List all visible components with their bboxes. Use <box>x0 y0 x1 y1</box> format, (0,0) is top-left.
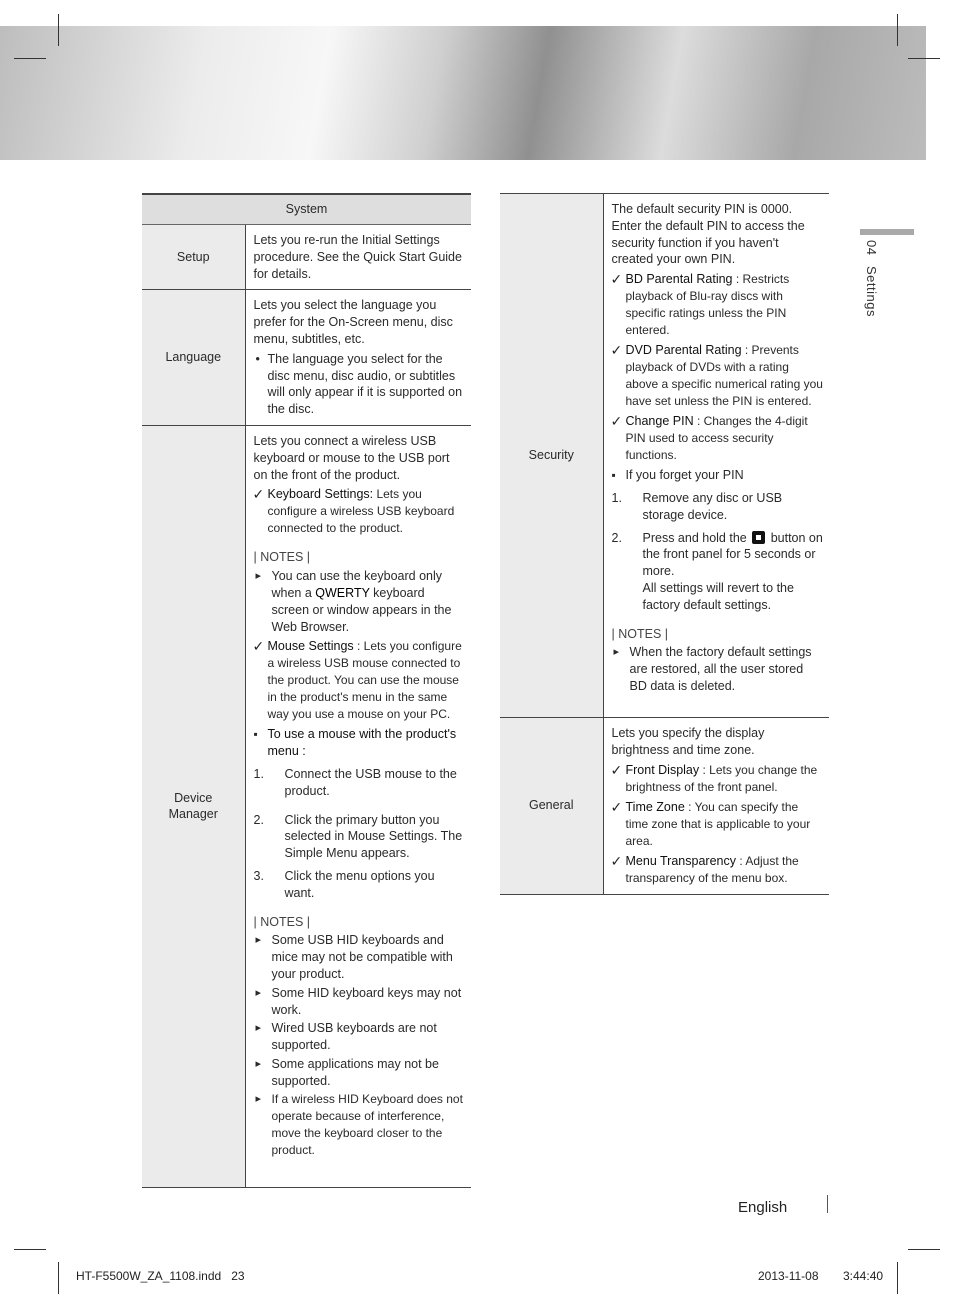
forget-pin: ▪ If you forget your PIN <box>612 467 824 484</box>
mouse-settings-item <box>254 638 466 723</box>
row-desc-language <box>245 290 471 426</box>
security-general-table <box>500 193 829 895</box>
menu-transparency-desc: : Adjust the transparency of the menu box. <box>625 853 799 885</box>
footer-date: 2013-11-08 <box>758 1269 819 1283</box>
language-desc: Lets you select the language you prefer for the On-Screen menu, disc menu, subtitles, etc. <box>253 298 453 346</box>
step-text: Connect the USB mouse to the product. <box>284 766 457 798</box>
time-zone-item <box>612 799 824 850</box>
mouse-steps <box>254 766 466 902</box>
step-text: Click the primary button you selected in Mouse Settings. The Simple Menu appears. <box>284 812 463 861</box>
list-item: ▸ When the factory default settings are restored, all the user stored BD data is deleted. <box>612 644 824 694</box>
list-item <box>254 766 466 800</box>
mouse-menu-title-text: To use a mouse with the product's menu : <box>267 727 457 759</box>
step-number: 2. <box>253 812 264 827</box>
setup-desc: Lets you re-run the Initial Settings procedure. See the Quick Start Guide for details. <box>253 233 462 281</box>
list-item: ▸ Some applications may not be supported. <box>254 1056 466 1090</box>
step-text: Remove any disc or USB storage device. <box>642 490 783 522</box>
keyboard-settings-item <box>254 486 466 537</box>
step-number: 3. <box>253 868 264 883</box>
bd-parental-title: BD Parental Rating <box>625 272 733 287</box>
row-label-language: Language <box>142 290 245 426</box>
chapter-label <box>864 240 879 323</box>
list-item: ▸ Some USB HID keyboards and mice may not be compatible with your product. <box>254 932 466 982</box>
mouse-settings-title: Mouse Settings <box>267 639 354 654</box>
note-qwerty <box>254 568 466 635</box>
crop-mark <box>58 14 59 46</box>
row-label-general: General <box>500 718 603 895</box>
row-desc-setup <box>245 225 471 290</box>
notes-label: | NOTES | <box>611 626 669 641</box>
list-item <box>254 812 466 862</box>
mouse-menu-title <box>254 726 466 760</box>
page-language: English <box>738 1199 788 1216</box>
step-text: All settings will revert to the factory default settings. <box>642 580 794 612</box>
change-pin-item <box>612 413 824 464</box>
footer-file: HT-F5500W_ZA_1108.indd 23 <box>76 1269 245 1283</box>
header-banner <box>0 26 926 160</box>
step-number: 1. <box>253 766 264 781</box>
note-qwerty-pre: You can use the keyboard only when a <box>271 569 442 600</box>
list-item <box>254 868 466 902</box>
table-header: System <box>142 194 471 225</box>
step-text: Press and hold the <box>642 530 751 545</box>
chapter-title: Settings <box>864 265 879 317</box>
note-qwerty-bold: QWERTY <box>315 585 370 600</box>
dvd-parental-item <box>612 342 824 410</box>
crop-mark <box>908 1249 940 1250</box>
page-divider <box>827 1195 828 1213</box>
list-item: ▸ If a wireless HID Keyboard does not operate because of interference, move the keyboard closer to the product. <box>254 1091 466 1159</box>
note-qwerty-post: keyboard screen or window appears in the Web Browser. <box>271 585 452 634</box>
list-item: ▸ Some HID keyboard keys may not work. <box>254 985 466 1019</box>
row-desc-general <box>603 718 829 895</box>
list-item: ▸ Wired USB keyboards are not supported. <box>254 1020 466 1054</box>
front-display-item <box>612 762 824 796</box>
system-table <box>142 193 471 1188</box>
bd-parental-desc: : Restricts playback of Blu-ray discs with specific ratings unless the PIN entered. <box>625 272 790 338</box>
device-intro: Lets you connect a wireless USB keyboard or mouse to the USB port on the front of the product. <box>253 433 450 482</box>
dvd-parental-title: DVD Parental Rating <box>625 343 742 358</box>
crop-mark <box>897 1262 898 1294</box>
crop-mark <box>14 58 46 59</box>
stop-button-icon <box>752 531 765 544</box>
crop-mark <box>897 14 898 46</box>
notes-label: | NOTES | <box>253 914 311 929</box>
crop-mark <box>14 1249 46 1250</box>
footer-time: 3:44:40 <box>843 1269 884 1283</box>
front-display-title: Front Display <box>625 762 700 777</box>
list-item <box>612 530 824 614</box>
bd-parental-item <box>612 271 824 339</box>
language-bullet: • The language you select for the disc menu, disc audio, or subtitles will only appear if it is supported on the disc. <box>254 351 466 418</box>
step-text: Click the menu options you want. <box>284 868 435 900</box>
row-label-device-manager <box>142 425 245 1187</box>
row-desc-device-manager <box>245 425 471 1187</box>
chapter-number: 04 <box>864 240 879 256</box>
chapter-tab <box>860 229 914 235</box>
step-number: 1. <box>611 490 622 505</box>
menu-transparency-item <box>612 853 824 887</box>
step-number: 2. <box>611 530 622 545</box>
time-zone-title: Time Zone <box>625 799 685 814</box>
menu-transparency-title: Menu Transparency <box>625 853 736 868</box>
row-label-setup: Setup <box>142 225 245 290</box>
general-intro: Lets you specify the display brightness and time zone. <box>611 726 765 757</box>
keyboard-settings-title: Keyboard Settings: <box>267 487 374 502</box>
row-desc-security <box>603 194 829 718</box>
crop-mark <box>908 58 940 59</box>
keyboard-settings-desc: Lets you configure a wireless USB keyboard connected to the product. <box>267 487 455 536</box>
row-label-security: Security <box>500 194 603 718</box>
security-intro: The default security PIN is 0000. Enter the default PIN to access the security function if you haven't created your own PIN. <box>611 202 805 267</box>
time-zone-desc: : You can specify the time zone that is applicable to your area. <box>625 799 811 848</box>
dvd-parental-desc: : Prevents playback of DVDs with a rating above a specific numerical rating you have set unless the PIN is entered. <box>625 343 823 409</box>
device-manager-label: Device Manager <box>168 790 218 822</box>
change-pin-desc: : Changes the 4-digit PIN used to access security functions. <box>625 414 808 463</box>
front-display-desc: : Lets you change the brightness of the front panel. <box>625 762 818 794</box>
change-pin-title: Change PIN <box>625 414 694 429</box>
list-item <box>612 490 824 524</box>
step-text: button on the front panel for 5 seconds or more. <box>642 530 823 579</box>
crop-mark <box>58 1262 59 1294</box>
mouse-settings-desc: : Lets you configure a wireless USB mouse connected to the product. You can use the mouse in the product's menu in the same way you use a mouse on your PC. <box>267 639 462 722</box>
notes-label: | NOTES | <box>253 550 311 565</box>
